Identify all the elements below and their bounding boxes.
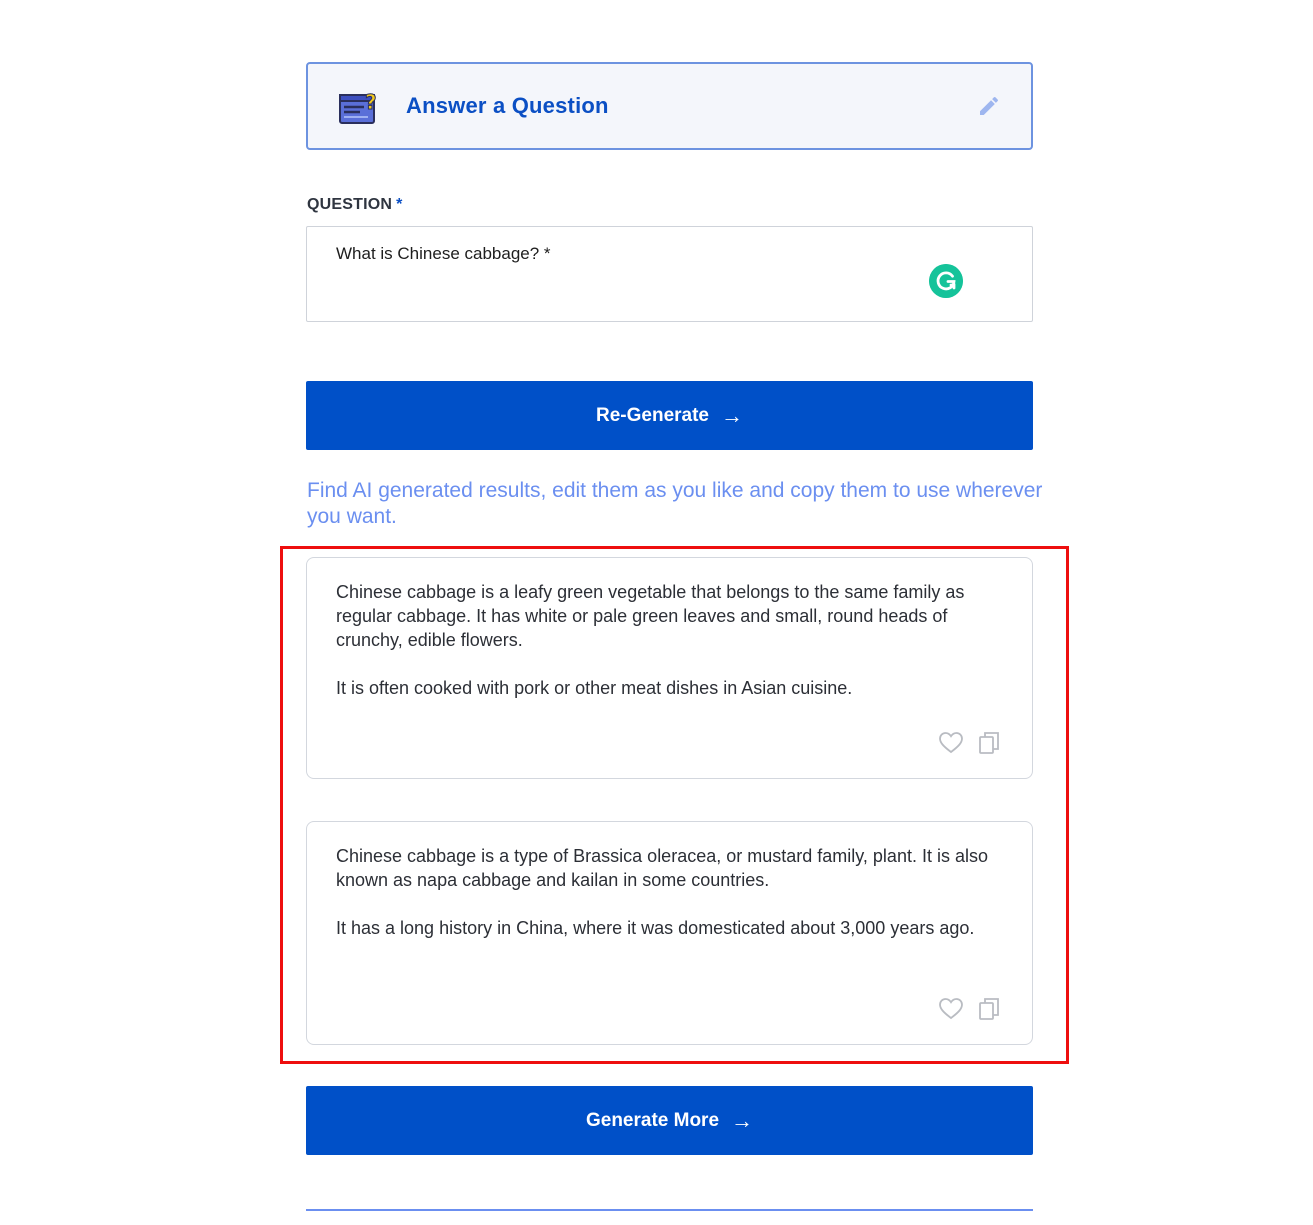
result-actions <box>938 730 1002 756</box>
copy-icon[interactable] <box>976 996 1002 1022</box>
question-input[interactable] <box>306 226 1033 322</box>
svg-text:?: ? <box>365 90 377 114</box>
tool-title: Answer a Question <box>406 93 609 118</box>
tool-header <box>306 62 1033 150</box>
required-marker: * <box>396 196 403 213</box>
arrow-right-icon: → <box>731 1107 754 1133</box>
heart-icon[interactable] <box>938 996 964 1022</box>
heart-icon[interactable] <box>938 730 964 756</box>
result-paragraph[interactable]: It is often cooked with pork or other meat dishes in Asian cuisine. <box>336 678 853 698</box>
regenerate-button-label: Re-Generate <box>596 404 709 426</box>
result-actions <box>938 996 1002 1022</box>
results-info-text: Find AI generated results, edit them as you like and copy them to use wherever you want. <box>307 479 1043 528</box>
copy-icon[interactable] <box>976 730 1002 756</box>
question-input-value: What is Chinese cabbage? * <box>336 244 551 263</box>
result-card <box>306 821 1033 1045</box>
arrow-right-icon: → <box>721 402 743 428</box>
grammarly-icon[interactable] <box>929 264 963 298</box>
question-document-icon <box>338 90 380 126</box>
question-label <box>307 196 403 214</box>
generate-more-button-label: Generate More <box>585 1109 720 1131</box>
pencil-icon[interactable] <box>977 94 1001 118</box>
result-card <box>306 557 1033 779</box>
result-paragraph[interactable]: Chinese cabbage is a type of Brassica oleracea, or mustard family, plant. It is also known as napa cabbage and kailan in some countries. <box>336 846 988 890</box>
bottom-divider <box>306 1209 1033 1211</box>
regenerate-button[interactable] <box>306 381 1033 450</box>
generate-more-button[interactable] <box>306 1086 1033 1155</box>
result-paragraph[interactable]: Chinese cabbage is a leafy green vegetable that belongs to the same family as regular cabbage. It has white or pale green leaves and small, round heads of crunchy, edible flowers. <box>336 582 965 650</box>
question-label-text: QUESTION <box>307 196 393 213</box>
result-paragraph[interactable]: It has a long history in China, where it was domesticated about 3,000 years ago. <box>336 918 975 938</box>
